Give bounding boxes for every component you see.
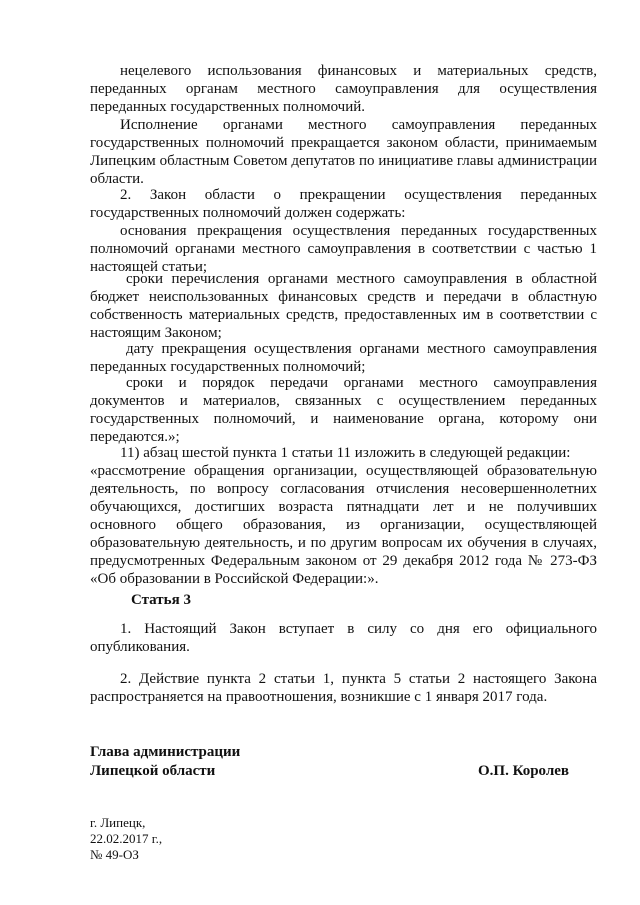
paragraph-date [90,340,597,376]
signature-name: О.П. Королев [478,763,570,779]
paragraph-text: 2. Действие пункта 2 статьи 1, пункта 5 статьи 2 настоящего Закона распространяется на правоотношения, возникшие с 1 января 2017 года. [90,671,597,705]
paragraph-execution [90,116,597,188]
paragraph-terms [90,270,597,342]
article3-item-1 [90,620,597,656]
paragraph-continuation [90,62,597,116]
signature-title [90,743,240,781]
document-footer [90,815,162,863]
paragraph-item-2 [90,186,597,222]
paragraph-text: дату прекращения осуществления органами местного самоуправления переданных государственных полномочий; [90,341,597,375]
article3-item-2 [90,670,597,706]
footer-date: 22.02.2017 г., [90,831,163,846]
footer-number: № 49-ОЗ [90,847,139,862]
paragraph-text: сроки и порядок передачи органами местного самоуправления документов и материалов, связанных с осуществлением переданных государственных полномочий, и наименование органа, которому они передаются.»; [90,375,597,445]
paragraph-text: 1. Настоящий Закон вступает в силу со дня его официального опубликования. [90,621,597,655]
paragraph-text: основания прекращения осуществления переданных государственных полномочий органами местного самоуправления в соответствии с частью 1 настоящей статьи; [90,223,597,275]
paragraph-new-wording [90,462,597,588]
paragraph-text: нецелевого использования финансовых и материальных средств, переданных органам местного самоуправления для осуществления переданных государственных полномочий. [90,63,597,115]
paragraph-item-11 [90,444,597,462]
footer-city: г. Липецк, [90,815,146,830]
signature-title-line1: Глава администрации [90,744,241,760]
paragraph-text: «рассмотрение обращения организации, осуществляющей образовательную деятельность, по вопросу согласования отчисления несовершеннолетних обучающихся, достигших возраста пятнадцати лет и не получивших основного общего образования, из организации, осуществляющей образовательную деятельность, и по другим вопросам их обучения в случаях, предусмотренных Федеральным законом от 29 декабря 2012 года № 273-ФЗ «Об образовании в Российской Федерации:». [90,463,597,587]
paragraph-text: 11) абзац шестой пункта 1 статьи 11 изложить в следующей редакции: [120,445,571,461]
article-heading: Статья 3 [131,592,191,608]
paragraph-text: 2. Закон области о прекращении осуществления переданных государственных полномочий должен содержать: [90,187,597,221]
signature-title-line2: Липецкой области [90,763,216,779]
paragraph-text: Исполнение органами местного самоуправления переданных государственных полномочий прекращается законом области, принимаемым Липецким областным Советом депутатов по инициативе главы администрации области. [90,117,597,187]
paragraph-grounds [90,222,597,276]
paragraph-text: сроки перечисления органами местного самоуправления в областной бюджет неиспользованных финансовых средств и передачи в областную собственность материальных средств, предоставленных им в соответствии с настоящим Законом; [90,271,597,341]
paragraph-procedure [90,374,597,446]
